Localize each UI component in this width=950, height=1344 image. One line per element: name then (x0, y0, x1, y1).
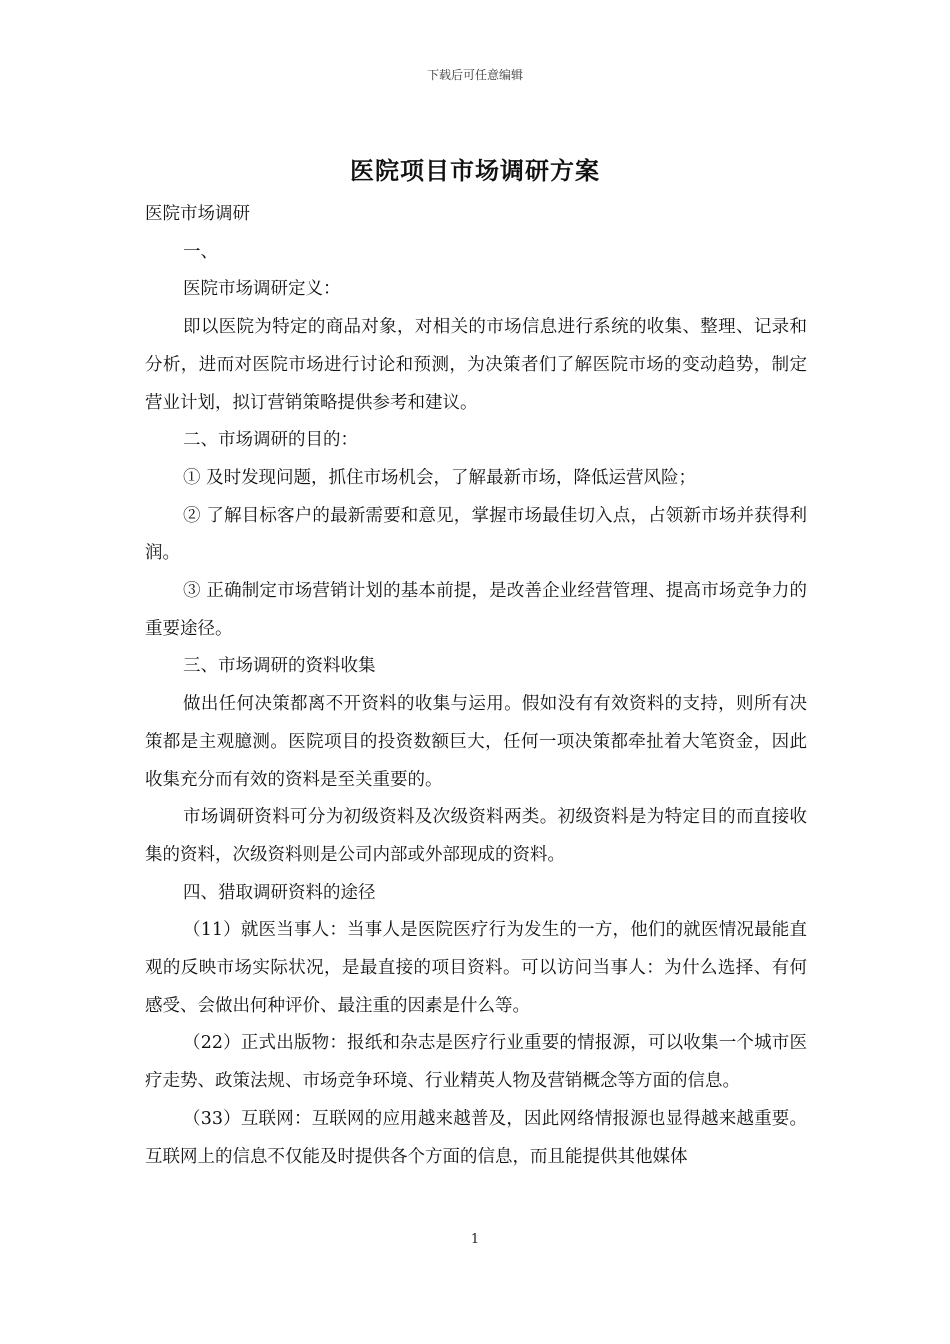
header-note: 下载后可任意编辑 (426, 68, 523, 82)
paragraph-collection-body-1: 做出任何决策都离不开资料的收集与运用。假如没有有效资料的支持，则所有决策都是主观臆测。医院项目的投资数额巨大，任何一项决策都牵扯着大笔资金，因此收集充分而有效的资料是至关重要的。 (145, 694, 807, 790)
paragraph-purpose-heading: 二、市场调研的目的： (183, 430, 358, 451)
paragraph-purpose-item-2: ② 了解目标客户的最新需要和意见，掌握市场最佳切入点，占领新市场并获得利润。 (145, 505, 807, 564)
paragraph-source-internet: （33）互联网：互联网的应用越来越普及，因此网络情报源也显得越来越重要。互联网上的信息不仅能及时提供各个方面的信息，而且能提供其他媒体 (145, 1108, 807, 1167)
paragraph-numeral-one: 一、 (183, 241, 218, 262)
paragraph-source-publications: （22）正式出版物：报纸和杂志是医疗行业重要的情报源，可以收集一个城市医疗走势、政策法规、市场竞争环境、行业精英人物及营销概念等方面的信息。 (145, 1033, 807, 1092)
paragraph-definition-heading: 医院市场调研定义： (183, 279, 341, 300)
paragraph-collection-heading: 三、市场调研的资料收集 (183, 656, 376, 677)
paragraph-definition-body: 即以医院为特定的商品对象，对相关的市场信息进行系统的收集、整理、记录和分析，进而对医院市场进行讨论和预测，为决策者们了解医院市场的变动趋势，制定营业计划，拟订营销策略提供参考和建议。 (145, 317, 807, 413)
paragraph-purpose-item-3: ③ 正确制定市场营销计划的基本前提，是改善企业经营管理、提高市场竞争力的重要途径。 (145, 581, 807, 639)
paragraph-purpose-item-1: ① 及时发现问题，抓住市场机会，了解最新市场，降低运营风险； (183, 467, 697, 488)
paragraph-sources-heading: 四、猎取调研资料的途径 (183, 882, 376, 903)
page-number: 1 (470, 1232, 480, 1247)
paragraph-source-patients: （11）就医当事人：当事人是医院医疗行为发生的一方，他们的就医情况最能直观的反映市场实际状况，是最直接的项目资料。可以访问当事人：为什么选择、有何感受、会做出何种评价、最注重的因素是什么等。 (145, 920, 807, 1016)
paragraph-section-heading: 医院市场调研 (145, 204, 250, 224)
document-title: 医院项目市场调研方案 (350, 157, 600, 185)
paragraph-collection-body-2: 市场调研资料可分为初级资料及次级资料两类。初级资料是为特定目的而直接收集的资料，次级资料则是公司内部或外部现成的资料。 (145, 807, 807, 865)
document-body (145, 196, 807, 1176)
